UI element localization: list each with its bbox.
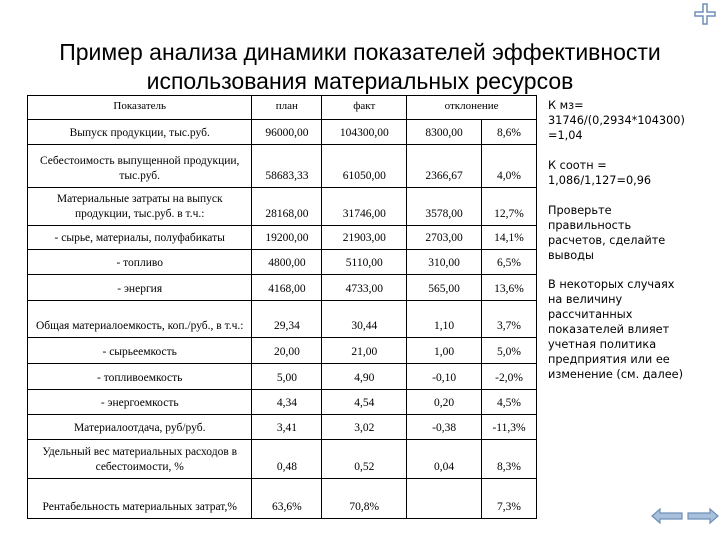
row-pct-deviation: -11,3% — [482, 415, 537, 440]
row-fact: 104300,00 — [322, 120, 407, 145]
row-plan: 0,48 — [252, 440, 322, 479]
row-name: - сырьеемкость — [28, 338, 252, 364]
table-row — [28, 415, 537, 440]
row-plan: 3,41 — [252, 415, 322, 440]
row-name: Общая материалоемкость, коп./руб., в т.ч.: — [28, 301, 252, 338]
row-fact: 21,00 — [322, 338, 407, 364]
row-name: - топливо — [28, 250, 252, 275]
row-fact: 31746,00 — [322, 188, 407, 226]
row-name: - энергия — [28, 275, 252, 301]
header-deviation: отклонение — [407, 96, 537, 120]
row-abs-deviation: -0,38 — [407, 415, 482, 440]
row-plan: 28168,00 — [252, 188, 322, 226]
analysis-table — [27, 95, 537, 519]
note-line: =1,04 — [548, 129, 583, 142]
row-abs-deviation: 1,00 — [407, 338, 482, 364]
row-pct-deviation: 4,5% — [482, 390, 537, 415]
note-line: показателей влияет — [548, 323, 670, 336]
row-fact: 5110,00 — [322, 250, 407, 275]
header-fact: факт — [322, 96, 407, 120]
row-fact: 61050,00 — [322, 145, 407, 188]
table-row — [28, 250, 537, 275]
row-plan: 4,34 — [252, 390, 322, 415]
table-row — [28, 226, 537, 250]
row-abs-deviation: 2366,67 — [407, 145, 482, 188]
row-abs-deviation: 0,20 — [407, 390, 482, 415]
row-name: Выпуск продукции, тыс.руб. — [28, 120, 252, 145]
row-plan: 58683,33 — [252, 145, 322, 188]
note-line: К соотн = — [548, 159, 607, 172]
note-line: Проверьте — [548, 204, 612, 217]
row-fact: 4,90 — [322, 364, 407, 390]
row-name: Рентабельность материальных затрат,% — [28, 479, 252, 519]
row-plan: 5,00 — [252, 364, 322, 390]
header-plan: план — [252, 96, 322, 120]
row-name: - сырье, материалы, полуфабикаты — [28, 226, 252, 250]
title-line-1: Пример анализа динамики показателей эффективности — [59, 39, 661, 65]
slide-title — [0, 38, 720, 96]
note-k-mz — [548, 98, 718, 143]
table-row — [28, 275, 537, 301]
table-header-row — [28, 96, 537, 120]
row-fact: 70,8% — [322, 479, 407, 519]
note-line: учетная политика — [548, 338, 657, 351]
prev-arrow-icon[interactable] — [650, 507, 684, 525]
row-pct-deviation: -2,0% — [482, 364, 537, 390]
row-pct-deviation: 12,7% — [482, 188, 537, 226]
note-line: 31746/(0,2934*104300) — [548, 114, 685, 127]
table-row — [28, 301, 537, 338]
row-pct-deviation: 13,6% — [482, 275, 537, 301]
row-fact: 4,54 — [322, 390, 407, 415]
table-row — [28, 479, 537, 519]
note-line: выводы — [548, 249, 594, 262]
note-line: на величину — [548, 293, 623, 306]
row-pct-deviation: 7,3% — [482, 479, 537, 519]
row-pct-deviation: 4,0% — [482, 145, 537, 188]
row-abs-deviation: 2703,00 — [407, 226, 482, 250]
row-plan: 4168,00 — [252, 275, 322, 301]
next-arrow-icon[interactable] — [686, 507, 720, 525]
row-pct-deviation: 5,0% — [482, 338, 537, 364]
row-fact: 4733,00 — [322, 275, 407, 301]
row-fact: 3,02 — [322, 415, 407, 440]
table-row — [28, 188, 537, 226]
row-pct-deviation: 8,6% — [482, 120, 537, 145]
note-line: расчетов, сделайте — [548, 234, 666, 247]
row-abs-deviation: 310,00 — [407, 250, 482, 275]
note-line: рассчитанных — [548, 308, 633, 321]
note-check — [548, 203, 718, 263]
row-abs-deviation: 565,00 — [407, 275, 482, 301]
note-line: 1,086/1,127=0,96 — [548, 174, 652, 187]
row-plan: 63,6% — [252, 479, 322, 519]
row-abs-deviation: -0,10 — [407, 364, 482, 390]
row-name: Удельный вес материальных расходов в себестоимости, % — [28, 440, 252, 479]
header-indicator: Показатель — [28, 96, 252, 120]
row-fact: 21903,00 — [322, 226, 407, 250]
row-plan: 20,00 — [252, 338, 322, 364]
row-fact: 0,52 — [322, 440, 407, 479]
row-pct-deviation: 6,5% — [482, 250, 537, 275]
row-fact: 30,44 — [322, 301, 407, 338]
note-line: К мз= — [548, 99, 584, 112]
table-row — [28, 120, 537, 145]
note-line: предприятия или ее — [548, 353, 670, 366]
row-plan: 96000,00 — [252, 120, 322, 145]
row-name: Себестоимость выпущенной продукции, тыс.руб. — [28, 145, 252, 188]
row-pct-deviation: 8,3% — [482, 440, 537, 479]
row-name: Материалоотдача, руб/руб. — [28, 415, 252, 440]
table-row — [28, 390, 537, 415]
note-line: изменение (см. далее) — [548, 368, 684, 381]
note-line: правильность — [548, 219, 632, 232]
row-name: - топливоемкость — [28, 364, 252, 390]
title-line-2: использования материальных ресурсов — [146, 68, 574, 94]
row-plan: 4800,00 — [252, 250, 322, 275]
home-icon[interactable] — [693, 2, 717, 26]
row-abs-deviation: 0,04 — [407, 440, 482, 479]
row-pct-deviation: 14,1% — [482, 226, 537, 250]
row-plan: 29,34 — [252, 301, 322, 338]
table-row — [28, 440, 537, 479]
table-row — [28, 145, 537, 188]
row-abs-deviation: 3578,00 — [407, 188, 482, 226]
note-policy — [548, 277, 718, 382]
row-abs-deviation: 1,10 — [407, 301, 482, 338]
row-abs-deviation: 8300,00 — [407, 120, 482, 145]
row-name: - энергоемкость — [28, 390, 252, 415]
table-row — [28, 338, 537, 364]
table-row — [28, 364, 537, 390]
note-line: В некоторых случаях — [548, 278, 675, 291]
row-abs-deviation — [407, 479, 482, 519]
note-k-sootn — [548, 158, 718, 188]
row-plan: 19200,00 — [252, 226, 322, 250]
row-name: Материальные затраты на выпуск продукции, тыс.руб. в т.ч.: — [28, 188, 252, 226]
row-pct-deviation: 3,7% — [482, 301, 537, 338]
